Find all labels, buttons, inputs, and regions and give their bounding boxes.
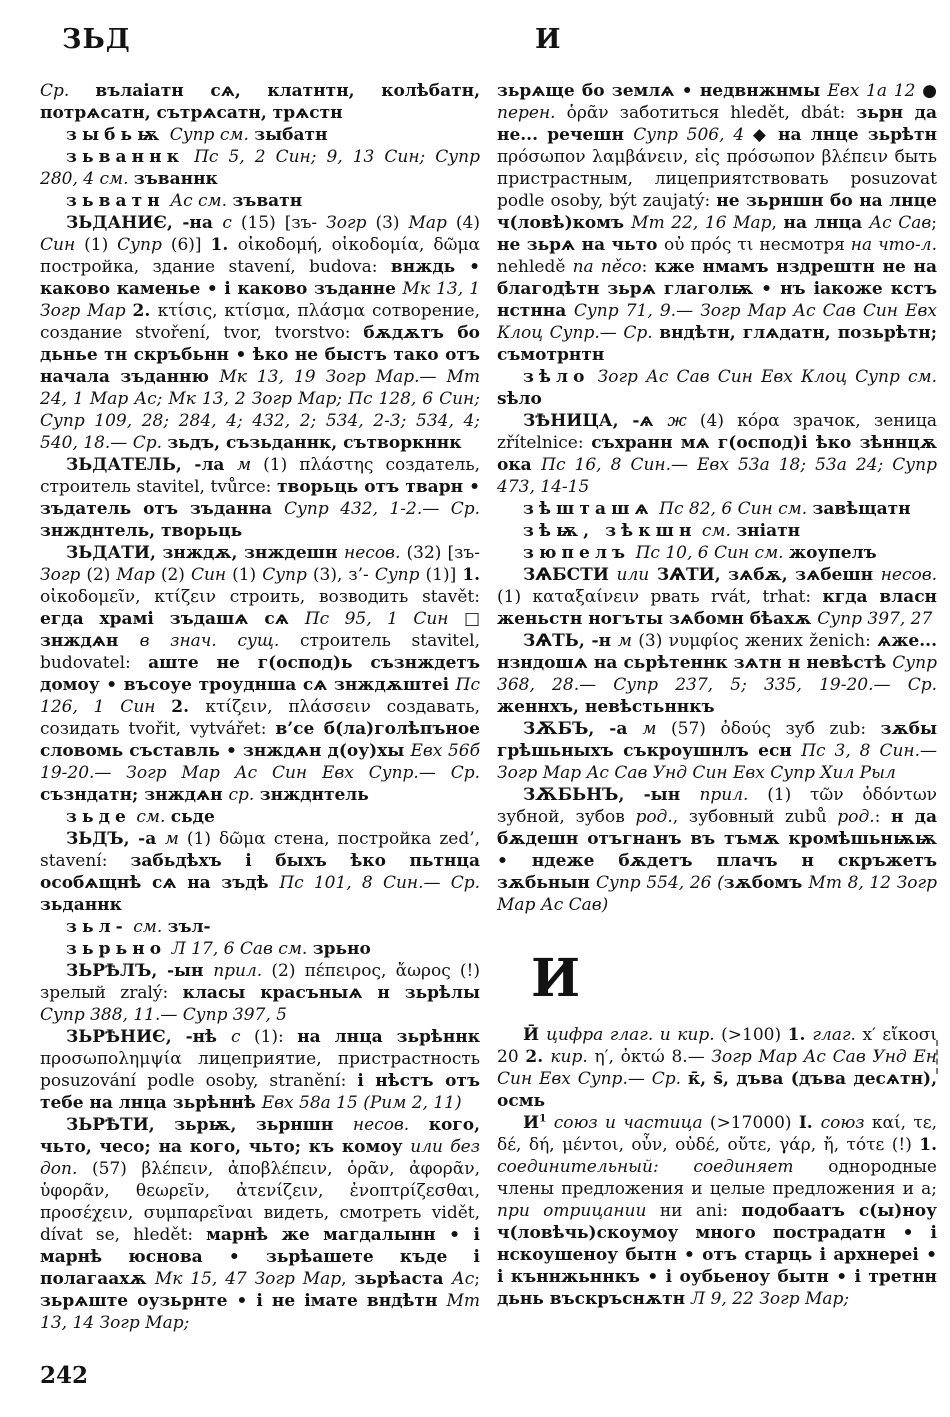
text-run-g: ὁρᾶν xyxy=(566,103,620,123)
text-run-b: ЗЬРѢЛЪ xyxy=(66,961,152,981)
text-run-r: (1): xyxy=(240,1027,298,1047)
text-run-g: βλέπειν, ἀποβλέπειν, ὁρᾶν, ἀφορᾶν, ὑφορᾶν, θεωρεῖν, ἀτενίζειν, ἐνοπτρίζεσθαι, προσέχειν, συμπαρεῖναι xyxy=(40,1159,480,1223)
text-run-r: видеть, смотреть vidět, dívat se, hledět: xyxy=(40,1203,480,1245)
text-run-ocs: зъваннк xyxy=(133,169,218,189)
text-run-g: πλάστης xyxy=(299,455,386,475)
text-run-i: Мар xyxy=(116,565,155,585)
text-run-i: кир. xyxy=(550,1047,588,1067)
text-run-r: (1) xyxy=(178,829,220,849)
text-run-b: 2. xyxy=(132,301,158,321)
text-run-ocs: зьрѧште оузьрнте • і не імате вндѣтн xyxy=(40,1291,447,1311)
text-run-b: ЗЬРѢТИ xyxy=(66,1115,149,1135)
text-run-ocs: ѧже... нзндошѧ на сьрѣтеннк зѧтн н невѣстѣ xyxy=(497,631,937,673)
text-run-r: создавать, созидать tvořit, vytvářet: xyxy=(40,697,481,739)
text-run-ocs: зѫбы грѣшьныхъ съкроушнлъ есн xyxy=(497,719,937,761)
text-run-g: καταξαίνειν xyxy=(532,587,651,607)
cross-reference xyxy=(40,146,480,190)
text-run-r: (57) xyxy=(77,1159,142,1179)
dictionary-entry xyxy=(40,960,480,1026)
text-run-i: см. xyxy=(696,521,737,541)
running-head-left: ЗЬД xyxy=(62,24,131,55)
scan-artifact xyxy=(936,1040,938,1074)
cross-reference xyxy=(40,190,480,212)
text-run-ocs: зьрѧще бо землѧ • недвнжнмы xyxy=(497,81,828,101)
text-run-r: строить, возводить stavět: xyxy=(229,587,480,607)
text-run-i: Евх 58а 15 (Рим 2, 11) xyxy=(261,1093,462,1113)
text-run-ocs: жоупелъ xyxy=(788,543,877,563)
text-run-i: Пс 126, 1 Син xyxy=(40,675,480,717)
text-run-i: Пс 10, 6 Син см. xyxy=(630,543,789,563)
text-run-i: Супр xyxy=(374,565,420,585)
text-run-sp: зѣѭ, зѣкшн xyxy=(523,521,697,541)
text-run-i: Супр 506, 4 xyxy=(633,125,753,145)
text-run-ocs: , -ѧ xyxy=(612,411,668,431)
text-run-i: Ас xyxy=(451,1269,475,1289)
text-run-b: ЗѦТИ xyxy=(649,565,715,585)
text-run-sp: зьде xyxy=(66,807,131,827)
text-run-r: □ xyxy=(463,609,480,629)
text-run-sp: зюпелъ xyxy=(523,543,631,563)
text-run-i: Супр 71, 9.— Зогр Мар Ас Сав Син Евх Клоц Супр.— Ср. xyxy=(497,301,937,343)
text-run-r: (6)] xyxy=(161,235,211,255)
text-run-ocs: зніатн xyxy=(736,521,801,541)
text-run-ocs: кгда власн женьстн ногъты зѧбомн бѣахѫ xyxy=(497,587,937,629)
cross-reference xyxy=(40,806,480,828)
text-run-ocs: вълаіатн сѧ, клатнтн, колѣбатн, потрѧсатн, сътрѧсатн, трѧстн xyxy=(40,81,480,123)
text-run-ocs: на лнца зьрѣннк xyxy=(297,1027,480,1047)
text-run-ocs: кже нмамъ нздрештн не на благодѣтн зьрѧ глаголѭ • нъ іакоже кстъ нстнна xyxy=(497,257,937,321)
text-run-i: прил. xyxy=(213,961,263,981)
text-run-i: Мт 8, 12 Зогр Мар Ас Сав) xyxy=(497,873,938,915)
dictionary-entry xyxy=(40,454,480,542)
text-run-ocs: внждь • каково каменье • і каково зъданне xyxy=(40,257,481,299)
text-run-b: ЗЬДАТЕЛЬ xyxy=(66,455,176,475)
text-run-i: Супр 368, 28.— Супр 237, 5; 335, 19-20.— Ср. xyxy=(497,653,937,695)
text-run-b: ЗЬДЪ xyxy=(66,829,124,849)
text-run-ocs: подобаатъ с(ы)ноу ч(ловѣчь)скоумоу много пострадатн • і нскоушеноу бытн • отъ старць і архнереі • і къннжьннкъ • і оубьеноу бытн • і третнн дьнь въскръснѫтн xyxy=(497,1201,937,1309)
text-run-r: создатель, строитель stavitel, tvůrce: xyxy=(40,455,481,497)
text-run-ocs: на лнце зьрѣтн xyxy=(778,125,937,145)
text-run-r: жених ženich: xyxy=(744,631,878,651)
text-run-i: Л 17, 6 Сав см. xyxy=(166,939,313,959)
text-run-sp: зьватн xyxy=(66,191,165,211)
text-run-r: 20 xyxy=(497,1047,526,1067)
text-run-r: : xyxy=(641,257,655,277)
dictionary-entry xyxy=(497,1112,937,1310)
text-run-ocs: н да бѫдешн отъгнанъ въ тъмѫ кромѣшьнѭѭ • ндеже бѫдетъ плачъ н скръжетъ зѫбьнын xyxy=(497,807,937,893)
text-run-r: зрачок, зеница zřítelnice: xyxy=(497,411,937,453)
text-run-r: η′, xyxy=(587,1047,621,1067)
text-run-r: nehledě xyxy=(497,257,573,277)
text-run-i: Пс 95, 1 Син xyxy=(304,609,464,629)
text-run-i: Пс 82, 6 Син см. xyxy=(653,499,813,519)
text-run-g: οἰκοδομή, οἰκοδομία, δῶμα xyxy=(237,235,480,255)
text-run-r: (1) xyxy=(497,587,533,607)
text-run-i: при отрицании xyxy=(497,1201,660,1221)
text-run-ocs: не зьрншн бо на лнце ч(ловѣ)комъ xyxy=(497,191,937,233)
text-run-g: οὐ πρός τι xyxy=(663,235,760,255)
text-run-ocs: егда храмі зъдашѧ сѧ xyxy=(40,609,305,629)
text-run-ocs: ѕѣло xyxy=(497,389,542,409)
text-run-i: Супр xyxy=(262,565,307,585)
text-run-r: зубной, зубов xyxy=(497,807,636,827)
text-run-r: (!) зрелый zralý: xyxy=(40,961,481,1003)
text-run-g: κτίζειν, πλάσσειν xyxy=(205,697,387,717)
text-run-i: Супр xyxy=(117,235,162,255)
text-run-r: постройка, здание stavení, budova: xyxy=(40,257,391,277)
text-run-i: род. xyxy=(635,807,673,827)
text-run-sp: зѣшташѧ xyxy=(523,499,654,519)
text-run-r: (>100) xyxy=(714,1025,788,1045)
text-run-r: , xyxy=(341,1269,355,1289)
text-run-i: м xyxy=(617,631,632,651)
text-run-ocs: , -на xyxy=(166,213,223,233)
text-run-ocs: знжднтель, творьць xyxy=(40,521,243,541)
text-run-r: (2) xyxy=(262,961,305,981)
text-run-i: несов. xyxy=(344,543,401,563)
text-run-ocs: , -а xyxy=(123,829,165,849)
text-run-r: (>17000) xyxy=(702,1113,799,1133)
text-run-r: (1) xyxy=(748,785,811,805)
text-run-r: (3) xyxy=(366,213,409,233)
text-run-i: Мк 13, 19 Зогр Мар.— Мт 24, 1 Мар Ас; Мк 13, 2 Зогр Мар; Пс 128, 6 Син; Супр 109, 28; 284, 4; 432, 2; 534, 2-3; 534, 4; 540, 18.— Ср. xyxy=(40,367,480,453)
text-run-ocs: , знждѫ, знждешн xyxy=(149,543,345,563)
text-run-r: (1) xyxy=(75,235,118,255)
dictionary-entry xyxy=(40,828,480,916)
text-run-r: (3) xyxy=(631,631,669,651)
text-run-ocs: зѫбомъ xyxy=(723,873,809,893)
text-run-r: несмотря xyxy=(759,235,851,255)
text-run-i: Супр 432, 1-2.— Ср. xyxy=(284,499,480,519)
text-run-r: 8.— xyxy=(671,1047,712,1067)
text-run-g: ὀκτώ xyxy=(620,1047,672,1067)
text-run-sup: 1 xyxy=(539,1112,547,1125)
text-run-i: Пс 5, 2 Син; 9, 13 Син; Супр 280, 4 см. xyxy=(40,147,480,189)
text-run-ocs: съзндатн; знждѧн xyxy=(40,785,229,805)
text-run-r: х′ xyxy=(855,1025,883,1045)
text-run-b: 1. xyxy=(919,1135,937,1155)
text-run-ocs: женнхъ, невѣстьннкъ xyxy=(497,697,715,717)
text-run-i: Мар xyxy=(408,213,447,233)
text-run-i: Зогр Мар Ас Сав Унд Ен Син Евх Супр.— Ср. xyxy=(497,1047,938,1089)
text-run-ocs: зъл- xyxy=(167,917,211,937)
text-run-r: ни ani: xyxy=(659,1201,742,1221)
text-run-i: соединительный: соединяет xyxy=(497,1157,829,1177)
text-run-ocs: , -ын xyxy=(618,785,700,805)
text-run-ocs: съхранн мѧ г(оспод)і ѣко зѣннцѫ ока xyxy=(497,433,937,475)
text-run-ocs: забьдѣхъ і быхъ ѣко пьтнца особѧщнѣ сѧ на зъдѣ xyxy=(40,851,480,893)
text-run-i: Ас см. xyxy=(164,191,233,211)
cross-reference xyxy=(497,366,937,410)
text-run-i: ж xyxy=(667,411,687,431)
text-run-sp: зьрьно xyxy=(66,939,167,959)
text-run-g: εἴκοσι xyxy=(882,1025,938,1045)
text-run-r: ; xyxy=(474,1269,480,1289)
text-run-b: ЗѦТЬ xyxy=(523,631,579,651)
text-run-i: прил. xyxy=(699,785,749,805)
text-run-i: Зогр xyxy=(40,565,81,585)
dictionary-entry xyxy=(40,212,480,454)
text-run-r: (57) xyxy=(656,719,721,739)
text-run-r: быть пристрастным, лицеприятствовать posuzovat podle osoby, být zaujatý: xyxy=(497,147,937,211)
text-run-ocs: зъватн xyxy=(232,191,303,211)
text-run-g: πρόσωπον λαμβάνειν, εἰς πρόσωπον βλέπειν xyxy=(497,147,895,167)
text-run-r: , зубовный zubů xyxy=(672,807,838,827)
text-run-ocs: , -н xyxy=(578,631,618,651)
text-run-b: I. xyxy=(798,1113,821,1133)
text-run-r: рвать rvát, trhat: xyxy=(650,587,823,607)
text-run-ocs: кого, чьто, чесо; на кого, чьто; къ комоу xyxy=(40,1115,480,1157)
text-run-i: Мт 13, 14 Зогр Мар; xyxy=(40,1291,480,1333)
text-run-i: цифра глаг. и кир. xyxy=(546,1025,715,1045)
text-run-r: (32) [зъ- xyxy=(400,543,480,563)
page-number: 242 xyxy=(40,1362,89,1389)
text-run-i: на что-л. xyxy=(850,235,937,255)
text-run-i: с xyxy=(222,213,232,233)
text-run-b: ЗѪБЬНЪ xyxy=(523,785,619,805)
text-run-r: (3), з’- xyxy=(306,565,375,585)
text-run-ocs: , зьрѭ, зьрншн xyxy=(148,1115,353,1135)
text-run-i: Пс 3, 8 Син.— Зогр Мар Ас Сав Унд Син Евх Супр Хил Рыл xyxy=(497,741,938,783)
text-run-g: καί, τε, δέ, δή, μέντοι, οὖν, οὐδέ, οὔτε, γάρ, ἤ, τότε xyxy=(497,1113,938,1155)
dictionary-entry xyxy=(497,784,937,916)
text-run-ocs: , -ла xyxy=(175,455,237,475)
entry-continuation xyxy=(40,80,480,124)
text-run-g: πέπειρος, ἄωρος xyxy=(304,961,460,981)
text-run-i: Син xyxy=(190,565,227,585)
text-run-i: или без доп. xyxy=(40,1137,480,1179)
text-run-ocs: творьць отъ тварн • зъдатель отъ зъданна xyxy=(40,477,481,519)
text-run-b: Ӣ xyxy=(523,1025,547,1045)
text-run-r: , xyxy=(771,213,784,233)
text-run-b: 2. xyxy=(171,697,206,717)
text-run-g: προσωπολημψία xyxy=(40,1049,199,1069)
text-run-i: Пс 16, 8 Син.— Евх 53а 18; 53а 24; Супр 473, 14-15 xyxy=(497,455,937,497)
text-run-ocs: аште не г(оспод)ь съзнждетъ домоу • въсоуе троуднша сѧ знждѫштеі xyxy=(40,653,480,695)
text-run-i: na něco xyxy=(572,257,642,277)
text-run-i: глаг. xyxy=(812,1025,856,1045)
text-run-ocs: сьде xyxy=(170,807,215,827)
text-run-ocs: , зѧбѫ, зѧбешн xyxy=(714,565,881,585)
cross-reference xyxy=(40,916,480,938)
text-run-r: ; xyxy=(931,213,937,233)
text-run-b: ЗЬДАТИ xyxy=(66,543,150,563)
cross-reference xyxy=(40,124,480,146)
text-run-r: заботиться hledět, dbát: xyxy=(619,103,857,123)
text-run-ocs: , -нѣ xyxy=(165,1027,231,1047)
text-run-i: Пс 101, 8 Син.— Ср. xyxy=(279,873,480,893)
text-run-b: ЗѪБЪ xyxy=(523,719,589,739)
text-run-i: перен. xyxy=(497,103,567,123)
text-run-ocs: зьдъ, съзьданнк, сътворкннк xyxy=(167,433,462,453)
text-run-i: Супр 554, 26 ( xyxy=(595,873,724,893)
cross-reference xyxy=(40,938,480,960)
text-run-ocs: зрьно xyxy=(312,939,371,959)
text-run-ocs: зыбатн xyxy=(254,125,328,145)
text-run-i: ср. xyxy=(228,785,260,805)
text-run-ocs: знжднтель xyxy=(259,785,369,805)
text-run-r: : xyxy=(874,807,892,827)
text-run-ocs: знждѧн xyxy=(40,631,140,651)
text-run-i: см. xyxy=(127,917,168,937)
text-run-sp: зыбьѭ xyxy=(66,125,165,145)
text-run-i: Ас Сав xyxy=(869,213,932,233)
text-run-g: οἰκοδομεῖν, κτίζειν xyxy=(40,587,230,607)
text-run-r: зуб zub: xyxy=(785,719,881,739)
text-run-i: или xyxy=(616,565,650,585)
text-run-r: однородные члены предложения и целые предложения и а; xyxy=(497,1157,937,1199)
text-run-r: (2) xyxy=(80,565,117,585)
text-run-i: м xyxy=(642,719,657,739)
text-run-r: (!) xyxy=(891,1135,920,1155)
text-run-ocs: зьрѣаста xyxy=(354,1269,452,1289)
text-run-r: строитель stavitel, budovatel: xyxy=(40,631,481,673)
dictionary-entry xyxy=(40,1114,480,1334)
text-run-r: (4) xyxy=(686,411,738,431)
text-run-ocs: к̄, ѕ̄, дъва (дъва десѧтн), осмь xyxy=(497,1069,937,1111)
dictionary-entry xyxy=(497,410,937,498)
text-run-b: И xyxy=(523,1113,540,1133)
text-run-r: ● xyxy=(922,81,937,101)
text-run-i: несов. xyxy=(352,1115,410,1135)
text-run-r: (4) xyxy=(446,213,481,233)
text-run-b: 1. xyxy=(787,1025,813,1045)
cross-reference xyxy=(497,542,937,564)
text-run-ocs: , -а xyxy=(588,719,643,739)
left-column xyxy=(40,80,480,1334)
text-run-ocs: класы красъныѧ н зьрѣлы xyxy=(182,983,480,1003)
text-run-ocs: на лнца xyxy=(783,213,870,233)
running-head-right: И xyxy=(535,24,562,55)
text-run-i: Мт 22, 16 Мар xyxy=(631,213,772,233)
right-column xyxy=(497,80,937,1310)
text-run-r: ◆ xyxy=(752,125,778,145)
text-run-sp: зьл- xyxy=(66,917,128,937)
text-run-i: м xyxy=(237,455,252,475)
text-run-r: (2) xyxy=(154,565,191,585)
text-run-ocs: зьданнк xyxy=(40,895,122,915)
dictionary-entry xyxy=(497,630,937,718)
text-run-b: 2. xyxy=(525,1047,551,1067)
text-run-r: (1) xyxy=(226,565,263,585)
text-run-b: 1. xyxy=(210,235,238,255)
text-run-ocs: не зьрѧ на чьто xyxy=(497,235,664,255)
text-run-i: Евх 1а 12 xyxy=(827,81,923,101)
cross-reference xyxy=(497,520,937,542)
text-run-ocs: , -ын xyxy=(151,961,214,981)
dictionary-entry xyxy=(497,718,937,784)
dictionary-entry xyxy=(497,1024,937,1112)
text-run-b: ЗЬРѢНИЄ xyxy=(66,1027,166,1047)
text-run-i: Син xyxy=(40,235,76,255)
text-run-i: в знач. сущ. xyxy=(139,631,300,651)
text-run-i: см. xyxy=(130,807,171,827)
text-run-g: νυμφίος xyxy=(668,631,745,651)
text-run-ocs: марнѣ же магдалынн • і марнѣ юснова • зьрѣашете къде і полагаахѫ xyxy=(40,1225,480,1289)
text-run-i: род. xyxy=(837,807,875,827)
text-run-i: Мк 15, 47 Зогр Мар xyxy=(154,1269,342,1289)
text-run-i: Л 9, 22 Зогр Мар; xyxy=(691,1289,850,1309)
text-run-b: ЗѢНИЦА xyxy=(523,411,613,431)
text-run-i: Мк 13, 1 Зогр Мар xyxy=(40,279,481,321)
text-run-g: κτίσις, κτίσμα, πλάσμα xyxy=(157,301,372,321)
text-run-i: союз и частица xyxy=(546,1113,703,1133)
text-run-b: ЗѦБСТИ xyxy=(523,565,617,585)
text-run-r: лицеприятие, пристрастность posuzování podle osoby, stranění: xyxy=(40,1049,481,1091)
text-run-i: Ср. xyxy=(40,81,96,101)
text-run-b: ЗЬДАНИЄ xyxy=(66,213,167,233)
text-run-i: Супр 397, 27 xyxy=(817,609,933,629)
text-run-i: союз xyxy=(820,1113,872,1133)
text-run-r: (1)] xyxy=(419,565,463,585)
dictionary-entry xyxy=(40,1026,480,1114)
text-run-i: с xyxy=(230,1027,241,1047)
text-run-r: (15) [зъ- xyxy=(231,213,327,233)
text-run-g: δῶμα xyxy=(219,829,274,849)
text-run-i: Супр 388, 11.— Супр 397, 5 xyxy=(40,1005,287,1025)
text-run-ocs: в’се б(ла)голѣпъное словомь съставль • знждѧн д(оу)хы xyxy=(40,719,480,761)
text-run-i: Зогр xyxy=(326,213,367,233)
text-run-g: τῶν ὀδόντων xyxy=(810,785,938,805)
text-run-r: сотворение, создание stvoření, tvor, tvorstvo: xyxy=(40,301,480,343)
text-run-i: Супр см. xyxy=(164,125,255,145)
text-run-g: κόρα xyxy=(737,411,793,431)
text-run-b: 1. xyxy=(462,565,480,585)
text-run-sp: зьваннк xyxy=(66,147,185,167)
dictionary-entry xyxy=(497,564,937,630)
text-run-i: несов. xyxy=(880,565,937,585)
text-run-ocs: зьрн да не... речешн xyxy=(497,103,937,145)
text-run-r: стена, постройка zed’, stavení: xyxy=(40,829,481,871)
entry-continuation xyxy=(497,80,937,366)
text-run-ocs: і нѣстъ отъ тебе на лнца зьрѣннѣ xyxy=(40,1071,480,1113)
text-run-ocs: вндѣтн, глѧдатн, позьрѣтн; съмотрнтн xyxy=(497,323,937,365)
text-run-g: ὀδούς xyxy=(720,719,786,739)
text-run-i: Евх 56б 19-20.— Зогр Мар Ас Син Евх Супр.— Ср. xyxy=(40,741,480,783)
text-run-i: м xyxy=(164,829,179,849)
dictionary-entry xyxy=(40,542,480,806)
text-run-r: (1) xyxy=(251,455,300,475)
cross-reference xyxy=(497,498,937,520)
text-run-i: Зогр Ас Сав Син Евх Клоц Супр см. xyxy=(589,367,937,387)
text-run-sp: зѣло xyxy=(523,367,590,387)
text-run-ocs: завѣщатн xyxy=(812,499,911,519)
section-letter: И xyxy=(531,948,581,1009)
text-run-ocs: бѫдѫтъ бо дьнье тн скръбьнн • ѣко не быстъ тако отъ начала зъданню xyxy=(40,323,481,387)
